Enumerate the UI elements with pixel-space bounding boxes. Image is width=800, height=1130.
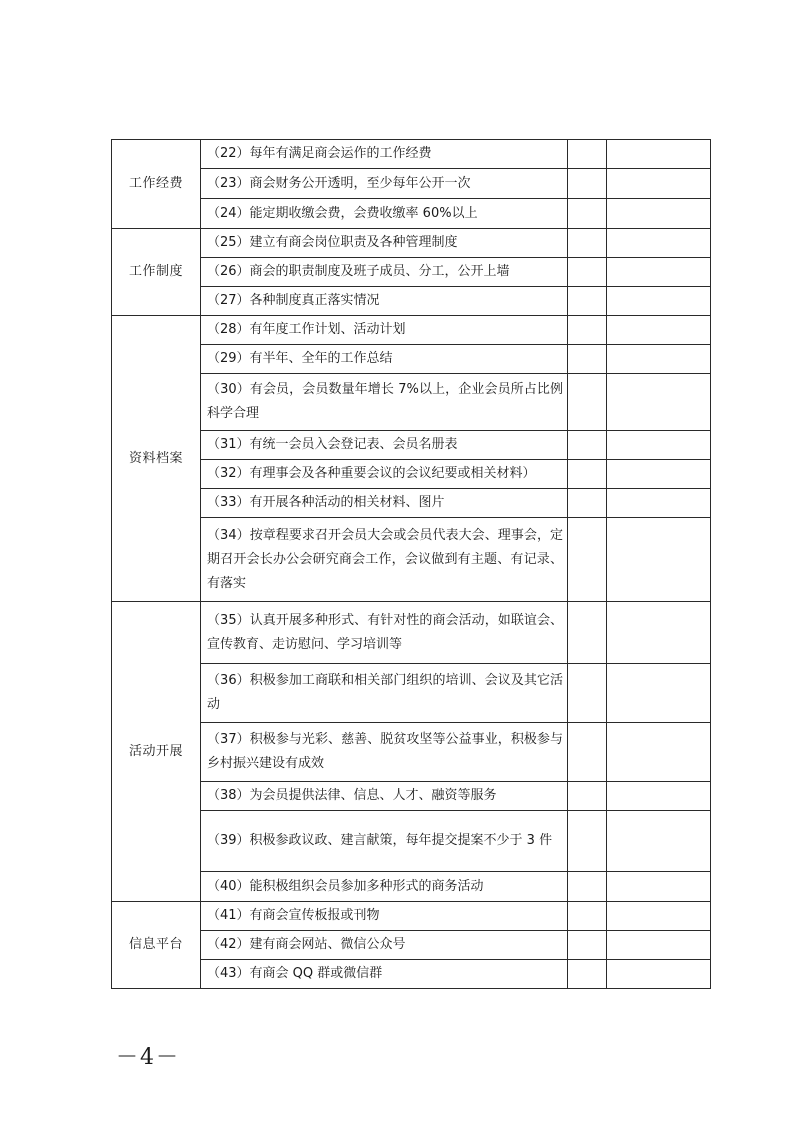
item-cell: （35）认真开展多种形式、有针对性的商会活动，如联谊会、宣传教育、走访慰问、学习培训等 <box>201 602 568 664</box>
remark-cell <box>607 345 711 374</box>
remark-cell <box>607 258 711 287</box>
item-cell: （34）按章程要求召开会员大会或会员代表大会、理事会，定期召开会长办公会研究商会工作，会议做到有主题、有记录、有落实 <box>201 518 568 602</box>
score-cell <box>568 460 607 489</box>
item-cell: （39）积极参政议政、建言献策，每年提交提案不少于 3 件 <box>201 811 568 872</box>
item-cell: （40）能积极组织会员参加多种形式的商务活动 <box>201 872 568 902</box>
score-cell <box>568 489 607 518</box>
item-cell: （36）积极参加工商联和相关部门组织的培训、会议及其它活动 <box>201 664 568 723</box>
table-row <box>112 345 711 374</box>
item-cell: （26）商会的职责制度及班子成员、分工，公开上墙 <box>201 258 568 287</box>
table-row <box>112 489 711 518</box>
table-row <box>112 229 711 258</box>
table-row <box>112 169 711 199</box>
category-cell: 活动开展 <box>112 602 201 902</box>
table-row <box>112 872 711 902</box>
remark-cell <box>607 931 711 960</box>
table-row <box>112 374 711 431</box>
item-cell: （31）有统一会员入会登记表、会员名册表 <box>201 431 568 460</box>
table-row <box>112 723 711 782</box>
table-row <box>112 960 711 989</box>
score-cell <box>568 374 607 431</box>
table-row <box>112 782 711 811</box>
score-cell <box>568 782 607 811</box>
table-row <box>112 316 711 345</box>
item-cell: （32）有理事会及各种重要会议的会议纪要或相关材料） <box>201 460 568 489</box>
item-cell: （25）建立有商会岗位职责及各种管理制度 <box>201 229 568 258</box>
remark-cell <box>607 199 711 229</box>
item-cell: （43）有商会 QQ 群或微信群 <box>201 960 568 989</box>
remark-cell <box>607 489 711 518</box>
item-cell: （22）每年有满足商会运作的工作经费 <box>201 140 568 169</box>
score-cell <box>568 431 607 460</box>
remark-cell <box>607 460 711 489</box>
table-row <box>112 931 711 960</box>
item-cell: （23）商会财务公开透明，至少每年公开一次 <box>201 169 568 199</box>
remark-cell <box>607 374 711 431</box>
remark-cell <box>607 723 711 782</box>
score-cell <box>568 960 607 989</box>
page-number: －4－ <box>116 1045 180 1070</box>
table-row <box>112 602 711 664</box>
table-row <box>112 460 711 489</box>
item-cell: （42）建有商会网站、微信公众号 <box>201 931 568 960</box>
table-row <box>112 902 711 931</box>
item-cell: （38）为会员提供法律、信息、人才、融资等服务 <box>201 782 568 811</box>
remark-cell <box>607 602 711 664</box>
remark-cell <box>607 902 711 931</box>
score-cell <box>568 229 607 258</box>
score-cell <box>568 258 607 287</box>
table-row <box>112 431 711 460</box>
table-row <box>112 811 711 872</box>
remark-cell <box>607 140 711 169</box>
item-cell: （33）有开展各种活动的相关材料、图片 <box>201 489 568 518</box>
score-cell <box>568 664 607 723</box>
table-row <box>112 287 711 316</box>
score-cell <box>568 169 607 199</box>
score-cell <box>568 140 607 169</box>
category-cell: 工作经费 <box>112 140 201 229</box>
remark-cell <box>607 872 711 902</box>
score-cell <box>568 345 607 374</box>
category-cell: 工作制度 <box>112 229 201 316</box>
remark-cell <box>607 518 711 602</box>
remark-cell <box>607 169 711 199</box>
score-cell <box>568 199 607 229</box>
score-cell <box>568 316 607 345</box>
table-row <box>112 664 711 723</box>
item-cell: （27）各种制度真正落实情况 <box>201 287 568 316</box>
remark-cell <box>607 229 711 258</box>
score-cell <box>568 931 607 960</box>
category-cell: 信息平台 <box>112 902 201 989</box>
remark-cell <box>607 287 711 316</box>
item-cell: （24）能定期收缴会费，会费收缴率 60%以上 <box>201 199 568 229</box>
score-cell <box>568 518 607 602</box>
item-cell: （37）积极参与光彩、慈善、脱贫攻坚等公益事业，积极参与乡村振兴建设有成效 <box>201 723 568 782</box>
item-cell: （41）有商会宣传板报或刊物 <box>201 902 568 931</box>
table-row <box>112 199 711 229</box>
category-cell: 资料档案 <box>112 316 201 602</box>
score-cell <box>568 811 607 872</box>
evaluation-table <box>111 139 711 989</box>
remark-cell <box>607 664 711 723</box>
score-cell <box>568 602 607 664</box>
table-row <box>112 140 711 169</box>
score-cell <box>568 287 607 316</box>
score-cell <box>568 723 607 782</box>
score-cell <box>568 872 607 902</box>
remark-cell <box>607 960 711 989</box>
table-row <box>112 518 711 602</box>
item-cell: （29）有半年、全年的工作总结 <box>201 345 568 374</box>
score-cell <box>568 902 607 931</box>
remark-cell <box>607 811 711 872</box>
item-cell: （28）有年度工作计划、活动计划 <box>201 316 568 345</box>
remark-cell <box>607 316 711 345</box>
table-row <box>112 258 711 287</box>
item-cell: （30）有会员，会员数量年增长 7%以上，企业会员所占比例科学合理 <box>201 374 568 431</box>
remark-cell <box>607 782 711 811</box>
remark-cell <box>607 431 711 460</box>
